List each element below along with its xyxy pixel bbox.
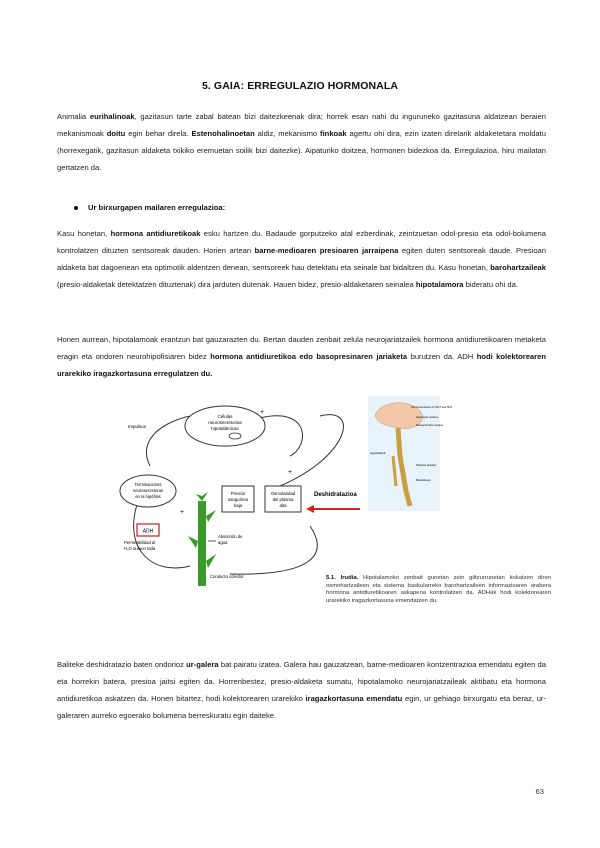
red-arrow-head: [306, 505, 314, 513]
adh-label: ADH: [142, 528, 154, 535]
presion-label: baja: [233, 503, 243, 508]
osmolaridad-label: alta: [279, 503, 287, 508]
caption-text: Hipotalamoko zenbait gunetan zein giltzurrunetan kokatzen diren osmohartzaileen eta sistema baskularreko barohartzaileen informazioaren arabera hormona antidiuretikoaren askapena kontrolatzen da. ADHak hodi kolektorearen urarekiko iragazkortasuna emendatzen du.: [326, 575, 551, 604]
absorcion-label: Absorción de: [218, 534, 243, 539]
impulsos-label: Impulsos: [128, 424, 147, 429]
inset-label: Posterior pituitary: [416, 464, 437, 467]
loop-arrow: [260, 416, 302, 456]
inset-label: Paraventricular nucleus: [416, 424, 444, 427]
bold-term: eurihalinoak: [89, 112, 135, 121]
text-run: egin behar direla.: [125, 129, 192, 138]
conducto-label: Conducto colector: [210, 574, 244, 579]
deshidratazioa-label: Deshidratazioa: [314, 492, 357, 498]
bold-term: finkoak: [320, 129, 347, 138]
text-run: bat pairatu izatea. Galera hau gauzatzean, barne-medioaren kontzentrazioa emendatu egiten da eta horrekin batera, presioa jaitsi egiten da. Horrenbestez, presio-aldaketa sumatu, hipotalamoko neurojariatzaileak aktibatu eta hormona antidiuretikoa askatzen da. Honen bitartez, hodi kolektorearen urarekiko: [57, 660, 546, 703]
bold-term: barne-medioaren presioaren jarraipena: [254, 246, 399, 255]
text-run: Animalia: [57, 112, 90, 121]
terminaciones-label: en la hipófisis: [135, 494, 161, 499]
adh-paragraph: [57, 225, 546, 293]
bullet-label: Ur birxurgapen mailaren erregulazioa:: [88, 203, 226, 212]
text-run: burutzen da. ADH: [407, 352, 477, 361]
celulas-label: neurosecretorias: [208, 420, 242, 425]
bold-term: doitu: [106, 129, 126, 138]
inset-label: Bloodstream: [416, 479, 431, 482]
text-run: Kasu honetan,: [57, 229, 111, 238]
celulas-label: hipotalámicas: [211, 426, 239, 431]
presion-label: sanguínea: [227, 497, 249, 502]
dehydration-paragraph: [57, 656, 546, 724]
inset-label: Osmorreceptores in OVLT and SFO: [411, 406, 453, 409]
text-run: esku hartzen du. Badaude gorputzeko atal ezberdinak, zeintzuetan odol-presio eta odol-bolumena kontrolatzen dituzten sentsoreak dauden. Horien artean: [57, 229, 546, 255]
bold-term: Estenohalinoetan: [191, 129, 255, 138]
bold-term: iragazkortasuna emendatu: [305, 694, 403, 703]
inset-label: Supraoptic nucleus: [416, 416, 439, 419]
text-run: , gazitasun tarte zabal batean bizi daitezkeenak dira; horrek esan nahi du inguruneko gazitasuna aldatzean beraien mekanismoak: [57, 112, 547, 138]
terminaciones-label: neurosecretoras: [132, 488, 164, 493]
bold-term: hormona antidiuretikoa edo basopresinaren jariaketa: [210, 352, 408, 361]
text-run: egin, ur gehiago birxurgatu eta beraz, ur-galeraren aurreko egoerako bolumena berreskuratu egin daiteke.: [57, 694, 546, 720]
text-run: agertu ohi dira, ezin izaten direlarik aldaketetara moldatu (horrexegatik, gazitasun aldaketa txikiko eremuetan soilik bizi daitezke). Aipaturiko doitzea, hormonen bidezkoa da. Erregulazioa, hiru mailatan gertatzen da.: [57, 129, 546, 172]
text-run: egiten duten sentsoreak daude. Presioan aldaketa bat dagoenean eta optimotik aldentzen denean, sentsoreek hau detektatu eta seinale bat bidaltzen du. Kasu honetan,: [57, 246, 546, 272]
presion-label: Presión: [230, 491, 246, 496]
absorcion-label: agua: [218, 540, 228, 545]
osmolaridad-label: del plasma: [272, 497, 294, 502]
celulas-label: Células: [217, 414, 233, 419]
duct-top: [196, 492, 208, 501]
collecting-duct: [198, 501, 206, 586]
cell-icon: [229, 433, 241, 439]
hypothalamus-paragraph: [57, 331, 546, 382]
bold-term: ur-galera: [186, 660, 219, 669]
text-run: Baliteke deshidratazio baten ondorioz: [57, 660, 187, 669]
osmolaridad-label: Osmolaridad: [270, 491, 296, 496]
section-bullet: [74, 203, 225, 212]
caption-label: Irudia.: [340, 575, 359, 581]
bullet-dot: [74, 206, 78, 210]
page-title: 5. GAIA: ERREGULAZIO HORMONALA: [201, 80, 399, 92]
loop-arrow: [230, 526, 317, 574]
permeabilidad-label: H₂O aumen tada: [124, 546, 156, 551]
text-run: aldiz, mekanismo: [254, 129, 321, 138]
duct-branch: [188, 536, 198, 548]
caption-number: 5.1.: [326, 575, 341, 581]
plus-sign: +: [288, 469, 293, 476]
duct-branch: [206, 510, 216, 522]
permeabilidad-label: Permeabilidad al: [124, 540, 156, 545]
inset-label: Hypothalamic: [370, 452, 386, 455]
duct-branch: [206, 554, 216, 568]
text-run: (presio-aldaketak detektatzen dituztenak) dira jarduten dutenak. Hauen bidez, presio-aldaketaren seinalea: [57, 280, 416, 289]
plus-sign: +: [260, 409, 265, 416]
bold-term: hodi kolektorearen urarekiko iragazkortasuna erregulatzen du.: [57, 352, 546, 378]
terminaciones-label: Terminaciones: [134, 482, 162, 487]
plus-sign: +: [180, 509, 185, 516]
text-run: bideratu ohi da.: [463, 280, 518, 289]
bold-term: barohartzaileak: [490, 263, 546, 272]
figure-caption: [326, 575, 551, 605]
adh-diagram-figure: [110, 396, 453, 591]
text-run: Honen aurrean, hipotalamoak erantzun bat gauzarazten du. Bertan dauden zenbait zelula neurojariatzailek hormona antidiuretikoaren metaketa eragin eta ondoren neurohipofisiaren bidez: [57, 335, 546, 361]
bold-term: hormona antidiuretikoak: [110, 229, 201, 238]
intro-paragraph: [57, 108, 546, 176]
bold-term: hipotalamora: [415, 280, 464, 289]
adh-diagram: [110, 396, 453, 586]
page-number: 63: [535, 787, 544, 796]
